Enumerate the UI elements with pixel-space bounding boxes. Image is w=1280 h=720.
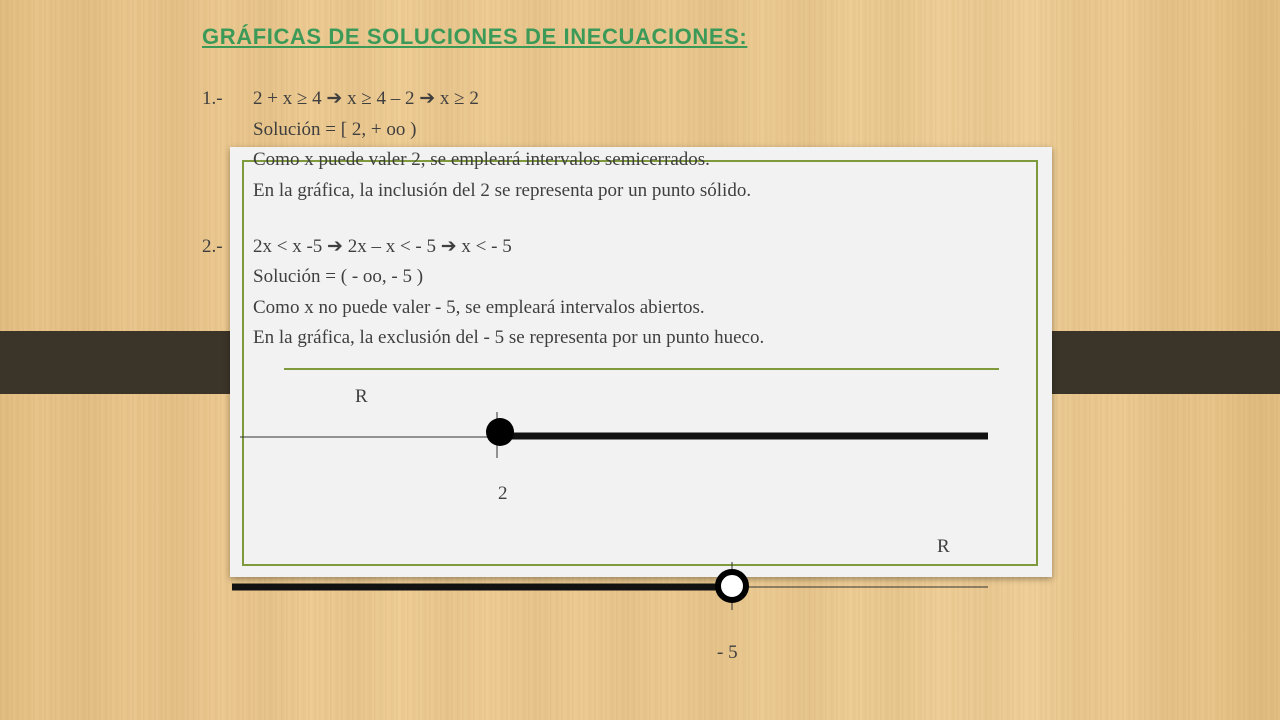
problem1-note1: Como x puede valer 2, se empleará intervalos semicerrados. <box>253 149 710 170</box>
problem1-note2: En la gráfica, la inclusión del 2 se representa por un punto sólido. <box>253 180 752 201</box>
problem2-number: 2.- <box>202 236 223 257</box>
problem2-steps: 2x < x -5 ➔ 2x – x < - 5 ➔ x < - 5 <box>253 236 512 257</box>
point-label-2: 2 <box>498 483 508 504</box>
hollow-point-minus-5 <box>718 572 746 600</box>
solid-point-2 <box>486 418 514 446</box>
problem1-steps: 2 + x ≥ 4 ➔ x ≥ 4 – 2 ➔ x ≥ 2 <box>253 88 479 109</box>
problem1-solution: Solución = [ 2, + oo ) <box>253 119 417 140</box>
problem2-note1: Como x no puede valer - 5, se empleará intervalos abiertos. <box>253 297 705 318</box>
axis-label-r-1: R <box>355 386 368 407</box>
axis-label-r-2: R <box>937 536 950 557</box>
slide-title: GRÁFICAS DE SOLUCIONES DE INECUACIONES: <box>202 24 748 49</box>
problem1-number: 1.- <box>202 88 223 109</box>
point-label-minus-5: - 5 <box>717 642 738 663</box>
problem2-solution: Solución = ( - oo, - 5 ) <box>253 266 424 287</box>
problem2-note2: En la gráfica, la exclusión del - 5 se representa por un punto hueco. <box>253 327 765 348</box>
